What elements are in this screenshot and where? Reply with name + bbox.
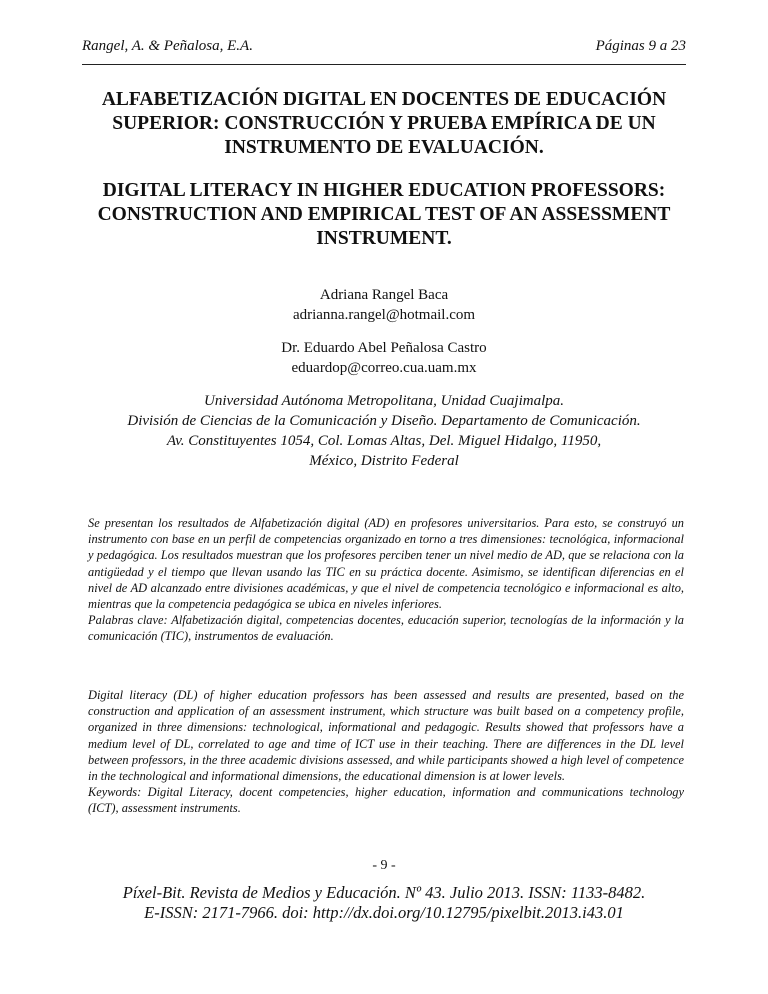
author-email[interactable]: adrianna.rangel@hotmail.com	[292, 307, 476, 323]
title-es-line: INSTRUMENTO DE EVALUACIÓN.	[224, 137, 544, 158]
affiliation-line: División de Ciencias de la Comunicación y Diseño. Departamento de Comunicación.	[127, 413, 641, 429]
title-en-line: DIGITAL LITERACY IN HIGHER EDUCATION PROFESSORS:	[102, 180, 666, 201]
title-es-line: ALFABETIZACIÓN DIGITAL EN DOCENTES DE EDUCACIÓN	[101, 89, 667, 110]
author-block	[0, 285, 768, 325]
keywords-en: Keywords: Digital Literacy, docent competencies, higher education, information and communications technology (ICT), assessment instruments.	[88, 785, 684, 816]
abstract-es-text: Se presentan los resultados de Alfabetización digital (AD) en profesores universitarios. Para esto, se construyó un instrumento con base en un perfil de competencias organizado en torno a tres dimensiones: tecnológica, informacional y pedagógica. Los resultados muestran que los profesores perciben tener un nivel medio de AD, que se relaciona con la antigüedad y el tiempo que llevan usando las TIC en su práctica docente. Asimismo, se identifican diferencias en el nivel de AD alcanzado entre divisiones académicas, y que el nivel de competencia tecnológico e informacional es alto, mientras que la competencia pedagógica se ubica en niveles inferiores.	[88, 516, 684, 612]
header-pages: Páginas 9 a 23	[595, 38, 686, 54]
keywords-es: Palabras clave: Alfabetización digital, competencias docentes, educación superior, tecnologías de la información y la comunicación (TIC), instrumentos de evaluación.	[88, 613, 684, 644]
author-name: Adriana Rangel Baca	[319, 287, 449, 303]
author-name: Dr. Eduardo Abel Peñalosa Castro	[281, 340, 487, 356]
header-divider	[82, 64, 686, 65]
page-number: - 9 -	[372, 858, 396, 873]
author-email[interactable]: eduardop@correo.cua.uam.mx	[291, 360, 477, 376]
author-block	[0, 338, 768, 378]
affiliation-line: Av. Constituyentes 1054, Col. Lomas Altas, Del. Miguel Hidalgo, 11950,	[166, 433, 602, 449]
title-en-line: INSTRUMENT.	[316, 228, 452, 249]
footer-line-1: Píxel-Bit. Revista de Medios y Educación. Nº 43. Julio 2013. ISSN: 1133-8482.	[122, 883, 646, 902]
title-english	[90, 179, 678, 251]
affiliation	[60, 391, 708, 471]
running-header	[82, 38, 686, 55]
abstract-english	[88, 687, 684, 817]
journal-footer	[40, 883, 728, 923]
footer-line-2[interactable]: E-ISSN: 2171-7966. doi: http://dx.doi.org/10.12795/pixelbit.2013.i43.01	[144, 903, 624, 922]
affiliation-line: Universidad Autónoma Metropolitana, Unidad Cuajimalpa.	[204, 393, 564, 409]
abstract-spanish	[88, 515, 684, 645]
abstract-en-text: Digital literacy (DL) of higher education professors has been assessed and results are presented, based on the construction and application of an assessment instrument, which structure was built based on a competency profile, organized in three dimensions: technological, informational and pedagogic. Results showed that professors have a medium level of DL, correlated to age and time of ICT use in their teaching. There are differences in the DL level between professors, in the three academic divisions assessed, and while participants showed a high level of competence in the technological and informational dimensions, the educational dimension is at lower levels.	[88, 688, 684, 784]
title-es-line: SUPERIOR: CONSTRUCCIÓN Y PRUEBA EMPÍRICA DE UN	[112, 113, 656, 134]
affiliation-line: México, Distrito Federal	[309, 453, 459, 469]
header-authors: Rangel, A. & Peñalosa, E.A.	[82, 38, 253, 54]
title-spanish	[90, 88, 678, 160]
title-en-line: CONSTRUCTION AND EMPIRICAL TEST OF AN ASSESSMENT	[97, 204, 671, 225]
